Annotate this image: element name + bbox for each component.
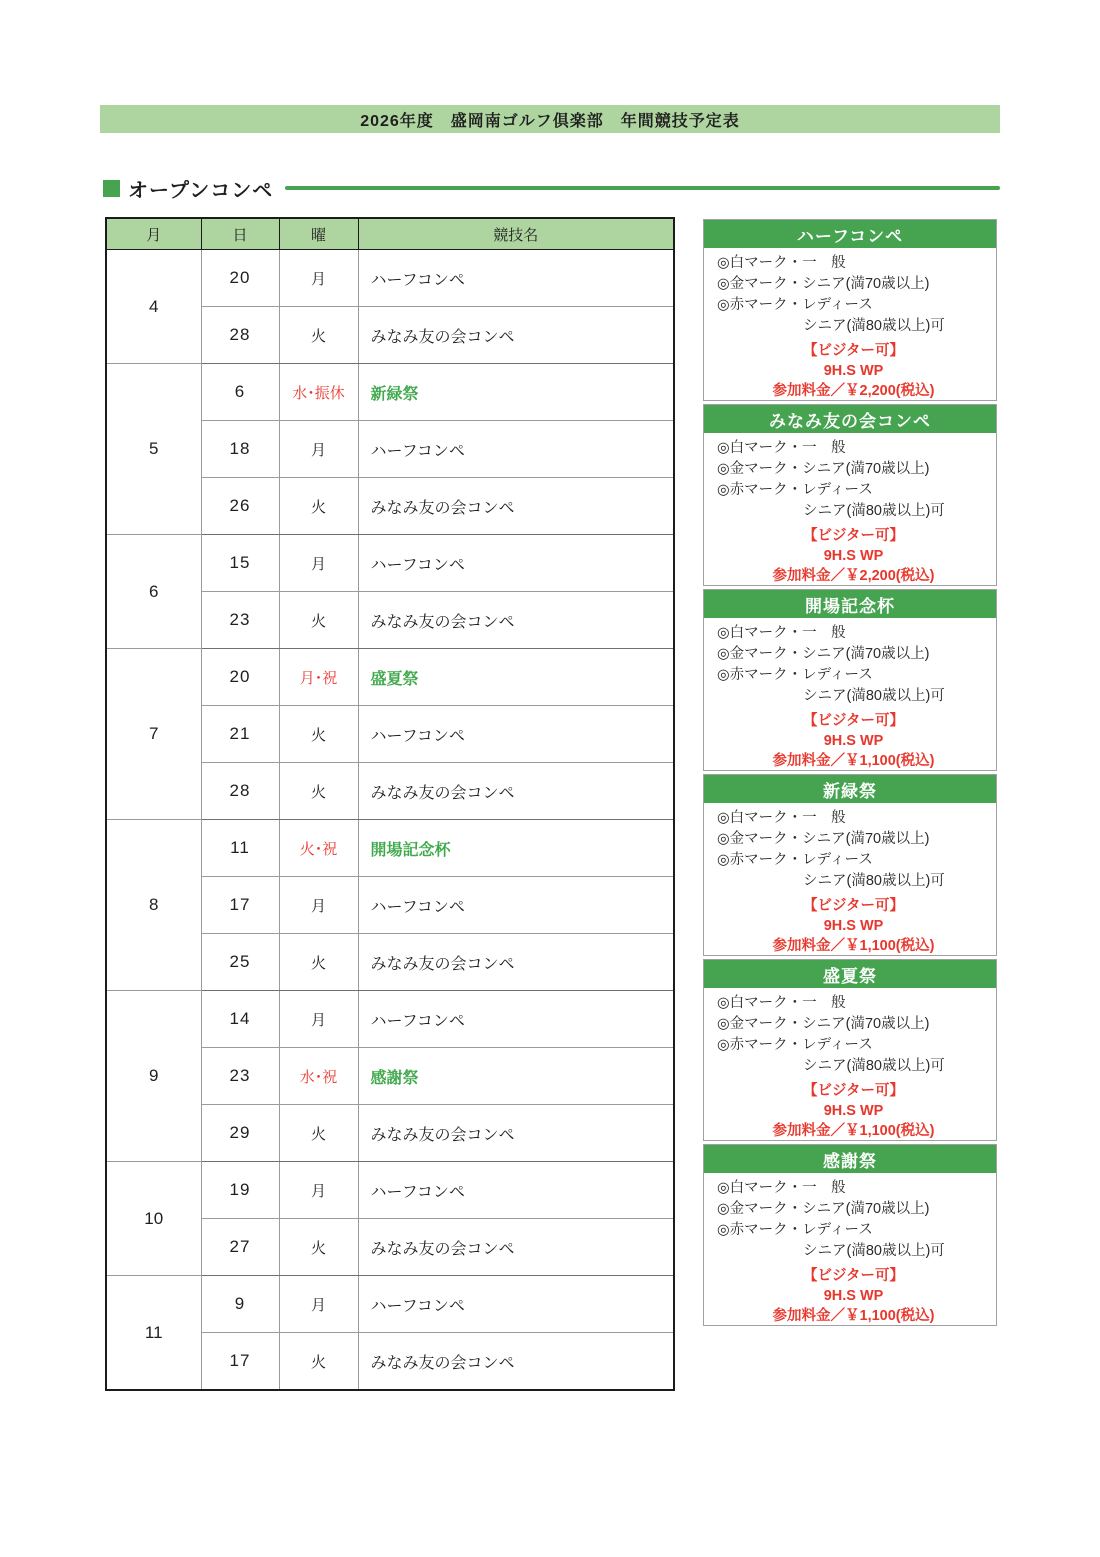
visitor-label: 【ビジター可】 [803, 1083, 904, 1099]
panel-visitor-info [717, 1266, 990, 1326]
panel-body [704, 248, 996, 401]
panel-title: 感謝祭 [704, 1145, 996, 1173]
weekday-cell: 月 [279, 1276, 358, 1333]
month-cell: 11 [106, 1276, 201, 1391]
mark-line: ◎金マーク・シニア(満70歳以上) [717, 276, 930, 292]
event-name-cell: ハーフコンペ [358, 991, 674, 1048]
month-cell: 5 [106, 364, 201, 535]
course-label: 9H.S WP [823, 363, 884, 379]
mark-line: ◎赤マーク・レディース [717, 852, 873, 868]
mark-line: ◎金マーク・シニア(満70歳以上) [717, 646, 930, 662]
month-cell: 6 [106, 535, 201, 649]
month-cell: 10 [106, 1162, 201, 1276]
day-cell: 28 [201, 307, 279, 364]
panel-title: みなみ友の会コンペ [704, 405, 996, 433]
mark-line: ◎赤マーク・レディース [717, 482, 873, 498]
col-header-dow: 曜 [279, 218, 358, 250]
weekday-cell: 火 [279, 1105, 358, 1162]
day-cell: 11 [201, 820, 279, 877]
day-cell: 25 [201, 934, 279, 991]
mark-line: ◎白マーク・一 般 [717, 625, 846, 641]
weekday-cell: 火 [279, 307, 358, 364]
competition-panel [703, 219, 997, 401]
table-row [106, 535, 674, 592]
mark-line: ◎金マーク・シニア(満70歳以上) [717, 1201, 930, 1217]
course-label: 9H.S WP [823, 1103, 884, 1119]
mark-indent-line: シニア(満80歳以上)可 [803, 1058, 945, 1074]
day-cell: 20 [201, 250, 279, 307]
weekday-cell: 火 [279, 763, 358, 820]
panel-title: 盛夏祭 [704, 960, 996, 988]
event-name-cell: 感謝祭 [358, 1048, 674, 1105]
mark-indent-line: シニア(満80歳以上)可 [803, 318, 945, 334]
event-name-cell: 盛夏祭 [358, 649, 674, 706]
panel-visitor-info [717, 1081, 990, 1141]
event-name-cell: ハーフコンペ [358, 706, 674, 763]
event-name-cell: みなみ友の会コンペ [358, 1219, 674, 1276]
day-cell: 20 [201, 649, 279, 706]
fee-label: 参加料金／￥2,200(税込) [772, 568, 935, 584]
table-row [106, 991, 674, 1048]
mark-indent-line: シニア(満80歳以上)可 [803, 503, 945, 519]
weekday-cell: 火 [279, 592, 358, 649]
panel-visitor-info [717, 341, 990, 401]
month-cell: 8 [106, 820, 201, 991]
mark-indent-line: シニア(満80歳以上)可 [803, 1243, 945, 1259]
panel-body [704, 433, 996, 586]
day-cell: 17 [201, 877, 279, 934]
mark-line: ◎赤マーク・レディース [717, 667, 873, 683]
fee-label: 参加料金／￥2,200(税込) [772, 383, 935, 399]
day-cell: 26 [201, 478, 279, 535]
schedule-table [105, 217, 675, 1391]
table-row [106, 250, 674, 307]
day-cell: 14 [201, 991, 279, 1048]
competition-panel [703, 404, 997, 586]
weekday-cell: 水･祝 [279, 1048, 358, 1105]
weekday-cell: 月 [279, 1162, 358, 1219]
weekday-cell: 月 [279, 250, 358, 307]
day-cell: 15 [201, 535, 279, 592]
day-cell: 28 [201, 763, 279, 820]
event-name-cell: みなみ友の会コンペ [358, 307, 674, 364]
visitor-label: 【ビジター可】 [803, 528, 904, 544]
event-name-cell: ハーフコンペ [358, 1162, 674, 1219]
event-name-cell: ハーフコンペ [358, 877, 674, 934]
visitor-label: 【ビジター可】 [803, 1268, 904, 1284]
day-cell: 19 [201, 1162, 279, 1219]
col-header-month: 月 [106, 218, 201, 250]
page-title: 2026年度 盛岡南ゴルフ倶楽部 年間競技予定表 [360, 112, 740, 130]
mark-indent-line: シニア(満80歳以上)可 [803, 688, 945, 704]
col-header-day: 日 [201, 218, 279, 250]
panel-body [704, 1173, 996, 1326]
event-name-cell: みなみ友の会コンペ [358, 1333, 674, 1391]
weekday-cell: 火･祝 [279, 820, 358, 877]
panel-body [704, 618, 996, 771]
fee-label: 参加料金／￥1,100(税込) [772, 1308, 935, 1324]
weekday-cell: 月 [279, 421, 358, 478]
mark-line: ◎金マーク・シニア(満70歳以上) [717, 461, 930, 477]
page-title-banner [100, 105, 1000, 133]
weekday-cell: 火 [279, 478, 358, 535]
event-name-cell: 開場記念杯 [358, 820, 674, 877]
weekday-cell: 火 [279, 934, 358, 991]
panel-body [704, 988, 996, 1141]
table-row [106, 820, 674, 877]
event-name-cell: みなみ友の会コンペ [358, 1105, 674, 1162]
mark-line: ◎白マーク・一 般 [717, 995, 846, 1011]
panel-title: ハーフコンペ [704, 220, 996, 248]
day-cell: 6 [201, 364, 279, 421]
course-label: 9H.S WP [823, 1288, 884, 1304]
mark-line: ◎金マーク・シニア(満70歳以上) [717, 831, 930, 847]
mark-indent-line: シニア(満80歳以上)可 [803, 873, 945, 889]
month-cell: 9 [106, 991, 201, 1162]
day-cell: 27 [201, 1219, 279, 1276]
panel-visitor-info [717, 896, 990, 956]
mark-line: ◎赤マーク・レディース [717, 1037, 873, 1053]
event-name-cell: ハーフコンペ [358, 535, 674, 592]
mark-line: ◎白マーク・一 般 [717, 810, 846, 826]
mark-line: ◎赤マーク・レディース [717, 1222, 873, 1238]
section-header [103, 178, 1000, 202]
schedule-table-body [106, 250, 674, 1391]
panel-visitor-info [717, 526, 990, 586]
competition-panel [703, 589, 997, 771]
fee-label: 参加料金／￥1,100(税込) [772, 938, 935, 954]
day-cell: 9 [201, 1276, 279, 1333]
day-cell: 17 [201, 1333, 279, 1391]
panel-body [704, 803, 996, 956]
panel-title: 開場記念杯 [704, 590, 996, 618]
competition-panels [703, 219, 997, 1329]
section-title: オープンコンペ [128, 179, 274, 202]
course-label: 9H.S WP [823, 548, 884, 564]
weekday-cell: 水･振休 [279, 364, 358, 421]
mark-line: ◎白マーク・一 般 [717, 440, 846, 456]
mark-line: ◎赤マーク・レディース [717, 297, 873, 313]
fee-label: 参加料金／￥1,100(税込) [772, 753, 935, 769]
visitor-label: 【ビジター可】 [803, 898, 904, 914]
panel-title: 新緑祭 [704, 775, 996, 803]
panel-visitor-info [717, 711, 990, 771]
mark-line: ◎金マーク・シニア(満70歳以上) [717, 1016, 930, 1032]
competition-panel [703, 959, 997, 1141]
weekday-cell: 月 [279, 535, 358, 592]
event-name-cell: ハーフコンペ [358, 250, 674, 307]
day-cell: 21 [201, 706, 279, 763]
table-row [106, 1276, 674, 1333]
visitor-label: 【ビジター可】 [803, 343, 904, 359]
event-name-cell: みなみ友の会コンペ [358, 763, 674, 820]
course-label: 9H.S WP [823, 918, 884, 934]
table-row [106, 649, 674, 706]
day-cell: 23 [201, 1048, 279, 1105]
month-cell: 7 [106, 649, 201, 820]
section-rule [285, 186, 1000, 190]
day-cell: 23 [201, 592, 279, 649]
event-name-cell: みなみ友の会コンペ [358, 934, 674, 991]
event-name-cell: みなみ友の会コンペ [358, 478, 674, 535]
event-name-cell: 新緑祭 [358, 364, 674, 421]
day-cell: 29 [201, 1105, 279, 1162]
month-cell: 4 [106, 250, 201, 364]
table-row [106, 1162, 674, 1219]
schedule-table-head [106, 218, 674, 250]
table-row [106, 364, 674, 421]
section-square-icon [103, 180, 120, 197]
course-label: 9H.S WP [823, 733, 884, 749]
fee-label: 参加料金／￥1,100(税込) [772, 1123, 935, 1139]
weekday-cell: 火 [279, 1333, 358, 1391]
weekday-cell: 火 [279, 1219, 358, 1276]
weekday-cell: 月･祝 [279, 649, 358, 706]
mark-line: ◎白マーク・一 般 [717, 1180, 846, 1196]
day-cell: 18 [201, 421, 279, 478]
competition-panel [703, 1144, 997, 1326]
visitor-label: 【ビジター可】 [803, 713, 904, 729]
header-row [106, 218, 674, 250]
weekday-cell: 月 [279, 877, 358, 934]
event-name-cell: ハーフコンペ [358, 1276, 674, 1333]
competition-panel [703, 774, 997, 956]
event-name-cell: ハーフコンペ [358, 421, 674, 478]
weekday-cell: 月 [279, 991, 358, 1048]
weekday-cell: 火 [279, 706, 358, 763]
mark-line: ◎白マーク・一 般 [717, 255, 846, 271]
col-header-name: 競技名 [358, 218, 674, 250]
event-name-cell: みなみ友の会コンペ [358, 592, 674, 649]
